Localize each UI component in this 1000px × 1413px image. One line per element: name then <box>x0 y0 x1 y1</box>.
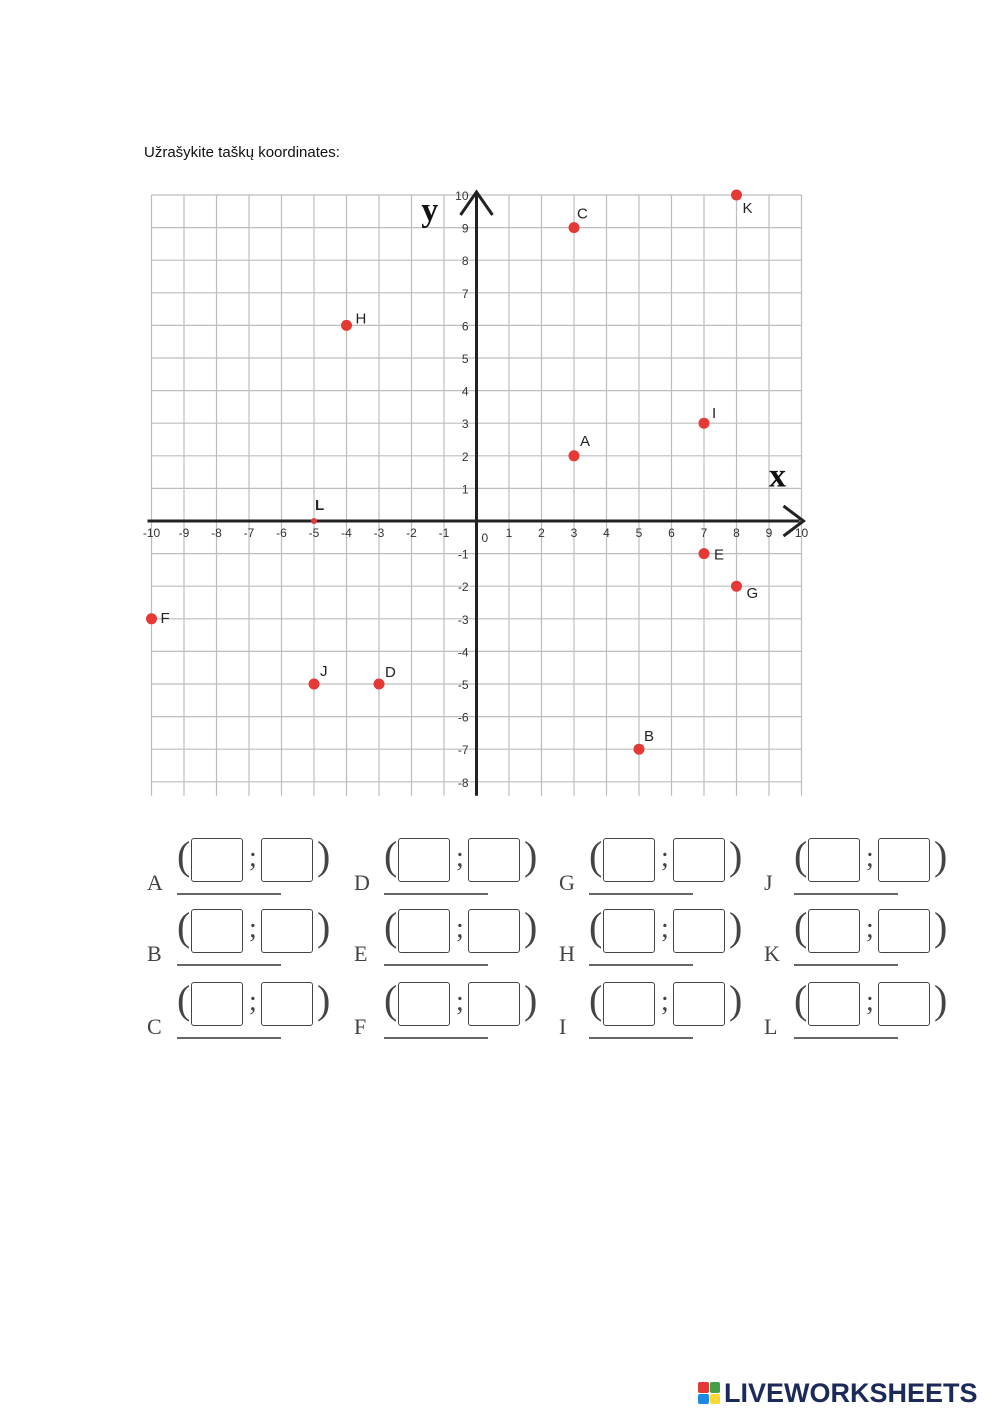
open-paren: ( <box>384 833 398 878</box>
y-tick-label: 9 <box>461 221 469 236</box>
open-paren: ( <box>589 904 603 949</box>
point-i <box>699 418 710 429</box>
y-coordinate-input[interactable] <box>261 982 313 1026</box>
point-e <box>699 548 710 559</box>
answer-a <box>147 832 347 902</box>
x-tick-label: 2 <box>538 526 545 540</box>
y-coordinate-input[interactable] <box>673 838 725 882</box>
y-tick-label: 4 <box>461 384 469 399</box>
y-coordinate-input[interactable] <box>673 982 725 1026</box>
x-tick-label: -9 <box>178 526 190 540</box>
answer-underline <box>177 893 281 895</box>
y-tick-label: 2 <box>461 449 469 464</box>
separator: ; <box>866 986 874 1017</box>
answer-d <box>354 832 554 902</box>
close-paren: ) <box>524 833 538 878</box>
y-axis-label: y <box>421 192 439 230</box>
x-coordinate-input[interactable] <box>808 982 860 1026</box>
y-tick-label: 1 <box>461 482 469 497</box>
y-tick-label: 10 <box>455 189 469 203</box>
close-paren: ) <box>934 904 948 949</box>
answer-letter: F <box>354 1014 367 1039</box>
separator: ; <box>249 913 257 944</box>
close-paren: ) <box>729 977 743 1022</box>
x-coordinate-input[interactable] <box>191 838 243 882</box>
separator: ; <box>249 842 257 873</box>
y-tick-label: -6 <box>457 710 469 725</box>
liveworksheets-icon <box>698 1382 720 1404</box>
answer-k <box>764 903 964 973</box>
separator: ; <box>249 986 257 1017</box>
open-paren: ( <box>794 833 808 878</box>
x-coordinate-input[interactable] <box>191 982 243 1026</box>
y-tick-label: -4 <box>457 645 469 660</box>
close-paren: ) <box>729 904 743 949</box>
y-coordinate-input[interactable] <box>878 982 930 1026</box>
point-b <box>634 744 645 755</box>
open-paren: ( <box>794 904 808 949</box>
x-tick-label: 6 <box>668 526 675 540</box>
point-j <box>309 679 320 690</box>
separator: ; <box>456 986 464 1017</box>
open-paren: ( <box>589 833 603 878</box>
separator: ; <box>456 913 464 944</box>
y-coordinate-input[interactable] <box>878 838 930 882</box>
y-coordinate-input[interactable] <box>673 909 725 953</box>
y-coordinate-input[interactable] <box>468 909 520 953</box>
x-tick-label: 8 <box>733 526 740 540</box>
x-tick-label: 4 <box>603 526 610 540</box>
x-coordinate-input[interactable] <box>808 909 860 953</box>
answer-underline <box>177 964 281 966</box>
y-coordinate-input[interactable] <box>468 982 520 1026</box>
instruction-text: Užrašykite taškų koordinates: <box>144 144 340 161</box>
y-coordinate-input[interactable] <box>261 909 313 953</box>
y-tick-label: 8 <box>461 254 469 269</box>
answer-letter: E <box>354 941 368 966</box>
point-h <box>341 320 352 331</box>
answer-i <box>559 976 759 1046</box>
close-paren: ) <box>317 977 331 1022</box>
x-tick-label: 10 <box>794 526 809 540</box>
close-paren: ) <box>524 904 538 949</box>
x-coordinate-input[interactable] <box>603 838 655 882</box>
x-coordinate-input[interactable] <box>398 909 450 953</box>
answer-underline <box>794 893 898 895</box>
x-coordinate-input[interactable] <box>191 909 243 953</box>
point-g <box>731 581 742 592</box>
point-label-g: G <box>746 585 759 603</box>
close-paren: ) <box>317 833 331 878</box>
answer-letter: K <box>764 941 780 966</box>
open-paren: ( <box>794 977 808 1022</box>
y-coordinate-input[interactable] <box>261 838 313 882</box>
brand-name: LIVEWORKSHEETS <box>724 1377 978 1408</box>
answer-letter: B <box>147 941 162 966</box>
x-tick-label: -7 <box>243 526 255 540</box>
liveworksheets-logo <box>698 1378 978 1408</box>
answer-b <box>147 903 347 973</box>
answer-h <box>559 903 759 973</box>
y-tick-label: -5 <box>457 678 469 692</box>
point-label-h: H <box>355 310 367 328</box>
close-paren: ) <box>524 977 538 1022</box>
separator: ; <box>866 913 874 944</box>
separator: ; <box>661 842 669 873</box>
answer-underline <box>589 893 693 895</box>
x-tick-label: 1 <box>505 526 513 540</box>
x-coordinate-input[interactable] <box>398 838 450 882</box>
axes <box>148 192 804 796</box>
points <box>146 190 759 758</box>
answer-underline <box>589 1037 693 1039</box>
point-label-j: J <box>320 663 328 680</box>
answer-underline <box>794 1037 898 1039</box>
point-k <box>731 190 742 201</box>
open-paren: ( <box>177 833 191 878</box>
y-tick-label: 3 <box>461 417 469 432</box>
answer-j <box>764 832 964 902</box>
x-tick-label: -3 <box>373 526 385 540</box>
close-paren: ) <box>934 833 948 878</box>
answer-c <box>147 976 347 1046</box>
open-paren: ( <box>177 904 191 949</box>
x-tick-label: -6 <box>276 526 287 540</box>
answer-underline <box>794 964 898 966</box>
x-tick-label: -10 <box>142 526 161 540</box>
point-label-l: L <box>315 497 325 514</box>
answer-letter: L <box>764 1014 778 1039</box>
x-coordinate-input[interactable] <box>603 909 655 953</box>
answer-letter: C <box>147 1014 162 1039</box>
y-tick-label: -7 <box>457 743 469 758</box>
y-coordinate-input[interactable] <box>878 909 930 953</box>
x-coordinate-input[interactable] <box>808 838 860 882</box>
point-label-f: F <box>160 609 170 627</box>
answer-g <box>559 832 759 902</box>
y-tick-label: -3 <box>457 612 469 627</box>
answer-letter: I <box>559 1014 567 1039</box>
y-tick-label: 7 <box>461 286 469 301</box>
point-f <box>146 613 157 624</box>
x-coordinate-input[interactable] <box>603 982 655 1026</box>
x-tick-label: 5 <box>635 526 643 540</box>
close-paren: ) <box>934 977 948 1022</box>
open-paren: ( <box>177 977 191 1022</box>
origin-label: 0 <box>481 531 489 545</box>
answer-letter: H <box>559 941 575 966</box>
answer-underline <box>384 1037 488 1039</box>
x-tick-label: 3 <box>570 526 578 540</box>
answer-letter: A <box>147 870 163 895</box>
point-label-e: E <box>714 546 725 564</box>
point-label-d: D <box>385 664 396 681</box>
answer-underline <box>384 964 488 966</box>
answer-f <box>354 976 554 1046</box>
answer-underline <box>177 1037 281 1039</box>
y-tick-label: -2 <box>457 580 469 595</box>
x-coordinate-input[interactable] <box>398 982 450 1026</box>
open-paren: ( <box>384 977 398 1022</box>
answer-letter: J <box>764 870 773 895</box>
answer-e <box>354 903 554 973</box>
close-paren: ) <box>729 833 743 878</box>
point-d <box>374 679 385 690</box>
x-tick-label: 7 <box>700 526 708 540</box>
answer-letter: D <box>354 870 370 895</box>
separator: ; <box>866 842 874 873</box>
separator: ; <box>456 842 464 873</box>
x-tick-label: -4 <box>341 526 352 540</box>
answer-underline <box>384 893 488 895</box>
point-c <box>569 222 580 233</box>
x-tick-label: -5 <box>308 526 320 540</box>
point-label-b: B <box>644 728 655 746</box>
x-tick-label: -1 <box>438 526 450 540</box>
point-label-a: A <box>580 432 591 450</box>
point-a <box>569 450 580 461</box>
answer-l <box>764 976 964 1046</box>
y-tick-label: -8 <box>457 775 469 790</box>
answer-letter: G <box>559 870 575 895</box>
point-l <box>311 518 317 524</box>
point-label-i: I <box>712 405 717 423</box>
point-label-c: C <box>577 205 588 223</box>
x-tick-label: 9 <box>765 526 773 540</box>
separator: ; <box>661 986 669 1017</box>
y-tick-label: 5 <box>461 352 469 366</box>
separator: ; <box>661 913 669 944</box>
y-coordinate-input[interactable] <box>468 838 520 882</box>
x-tick-label: -8 <box>211 526 222 540</box>
open-paren: ( <box>384 904 398 949</box>
close-paren: ) <box>317 904 331 949</box>
x-axis-label: x <box>769 457 786 495</box>
y-tick-label: 6 <box>461 319 469 334</box>
y-tick-label: -1 <box>457 547 469 562</box>
x-tick-label: -2 <box>406 526 417 540</box>
answer-underline <box>589 964 693 966</box>
point-label-k: K <box>742 200 753 217</box>
open-paren: ( <box>589 977 603 1022</box>
